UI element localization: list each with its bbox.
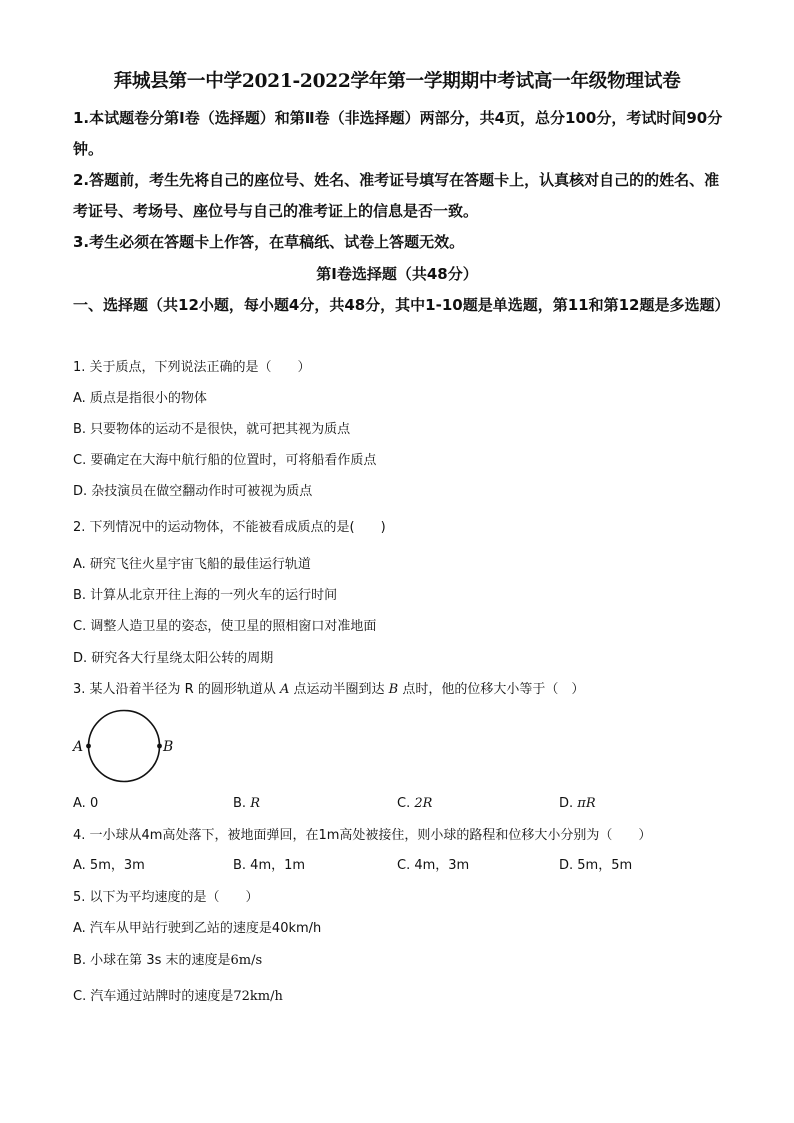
instruction-2: 2.答题前，考生先将自己的座位号、姓名、准考证号填写在答题卡上，认真核对自己的的姓名、准考证号、考场号、座位号与自己的准考证上的信息是否一致。 — [73, 171, 720, 220]
option-letter: A. — [73, 796, 90, 811]
question-4-stem: 4. 一小球从4m高处落下，被地面弹回，在1m高处被接住，则小球的路程和位移大小分别为（ ） — [73, 828, 652, 843]
point-b-label: B — [163, 739, 174, 755]
option-speed-value: 6m/s — [230, 953, 263, 968]
question-5-option-c — [73, 988, 283, 1006]
question-4-option-a: A. 5m，3m — [73, 858, 145, 873]
question-3-stem-text-1: 3. 某人沿着半径为 R 的圆形轨道从 — [73, 682, 280, 697]
question-3-option-a — [73, 795, 98, 813]
question-3-stem — [73, 681, 584, 699]
point-a-dot — [86, 744, 91, 749]
instruction-1: 1.本试题卷分第Ⅰ卷（选择题）和第Ⅱ卷（非选择题）两部分，共4页，总分100分，考试时间90分钟。 — [73, 109, 723, 158]
question-1-option-c: C. 要确定在大海中航行船的位置时，可将船看作质点 — [73, 453, 377, 468]
question-1-stem: 1. 关于质点，下列说法正确的是（ ） — [73, 360, 311, 375]
circular-track — [89, 711, 160, 782]
option-value: 2R — [414, 796, 433, 811]
option-letter: B. — [233, 796, 251, 811]
question-1-option-b: B. 只要物体的运动不是很快，就可把其视为质点 — [73, 422, 351, 437]
option-letter: D. — [559, 796, 578, 811]
section-intro: 一、选择题（共12小题，每小题4分，共48分，其中1-10题是单选题，第11和第12题是多选题） — [73, 296, 730, 314]
option-text: B. 小球在第 3s 末的速度是 — [73, 953, 231, 968]
question-3-point-a: A — [279, 682, 290, 697]
question-4-option-c: C. 4m，3m — [397, 858, 470, 873]
question-4-options — [73, 857, 725, 875]
question-5-option-b — [73, 952, 262, 970]
circular-track-figure — [70, 706, 180, 786]
option-value: R — [250, 796, 260, 811]
question-2-stem: 2. 下列情况中的运动物体，不能被看成质点的是( ) — [73, 520, 386, 535]
section-title: 第Ⅰ卷选择题（共48分） — [316, 265, 478, 283]
question-5-option-a: A. 汽车从甲站行驶到乙站的速度是40km/h — [73, 921, 322, 936]
point-a-label: A — [73, 739, 84, 755]
exam-title: 拜城县第一中学2021-2022学年第一学期期中考试高一年级物理试卷 — [113, 70, 681, 92]
option-text: C. 汽车通过站牌时的速度是 — [73, 989, 234, 1004]
question-3-option-b — [233, 795, 260, 813]
question-2-option-b: B. 计算从北京开往上海的一列火车的运行时间 — [73, 588, 338, 603]
instruction-3: 3.考生必须在答题卡上作答，在草稿纸、试卷上答题无效。 — [73, 233, 465, 251]
question-2-option-d: D. 研究各大行星绕太阳公转的周期 — [73, 651, 274, 666]
question-5-stem: 5. 以下为平均速度的是（ ） — [73, 890, 259, 905]
question-3-option-d — [559, 795, 596, 813]
option-value: 0 — [89, 796, 99, 811]
option-value: πR — [577, 796, 596, 811]
question-2-option-a: A. 研究飞往火星宇宙飞船的最佳运行轨道 — [73, 557, 311, 572]
point-b-dot — [157, 744, 162, 749]
question-4-option-d: D. 5m，5m — [559, 858, 633, 873]
question-3-point-b: B — [388, 682, 399, 697]
question-1-option-a: A. 质点是指很小的物体 — [73, 391, 207, 406]
option-speed-value: 72km/h — [233, 989, 283, 1004]
question-4-option-b: B. 4m，1m — [233, 858, 306, 873]
option-letter: C. — [397, 796, 415, 811]
question-3-stem-text-2: 点运动半圈到达 — [289, 682, 389, 697]
question-1-option-d: D. 杂技演员在做空翻动作时可被视为质点 — [73, 484, 313, 499]
question-3-options — [73, 795, 725, 813]
question-2-option-c: C. 调整人造卫星的姿态，使卫星的照相窗口对准地面 — [73, 619, 377, 634]
question-3-stem-text-3: 点时，他的位移大小等于（ ） — [398, 682, 585, 697]
question-3-option-c — [397, 795, 432, 813]
